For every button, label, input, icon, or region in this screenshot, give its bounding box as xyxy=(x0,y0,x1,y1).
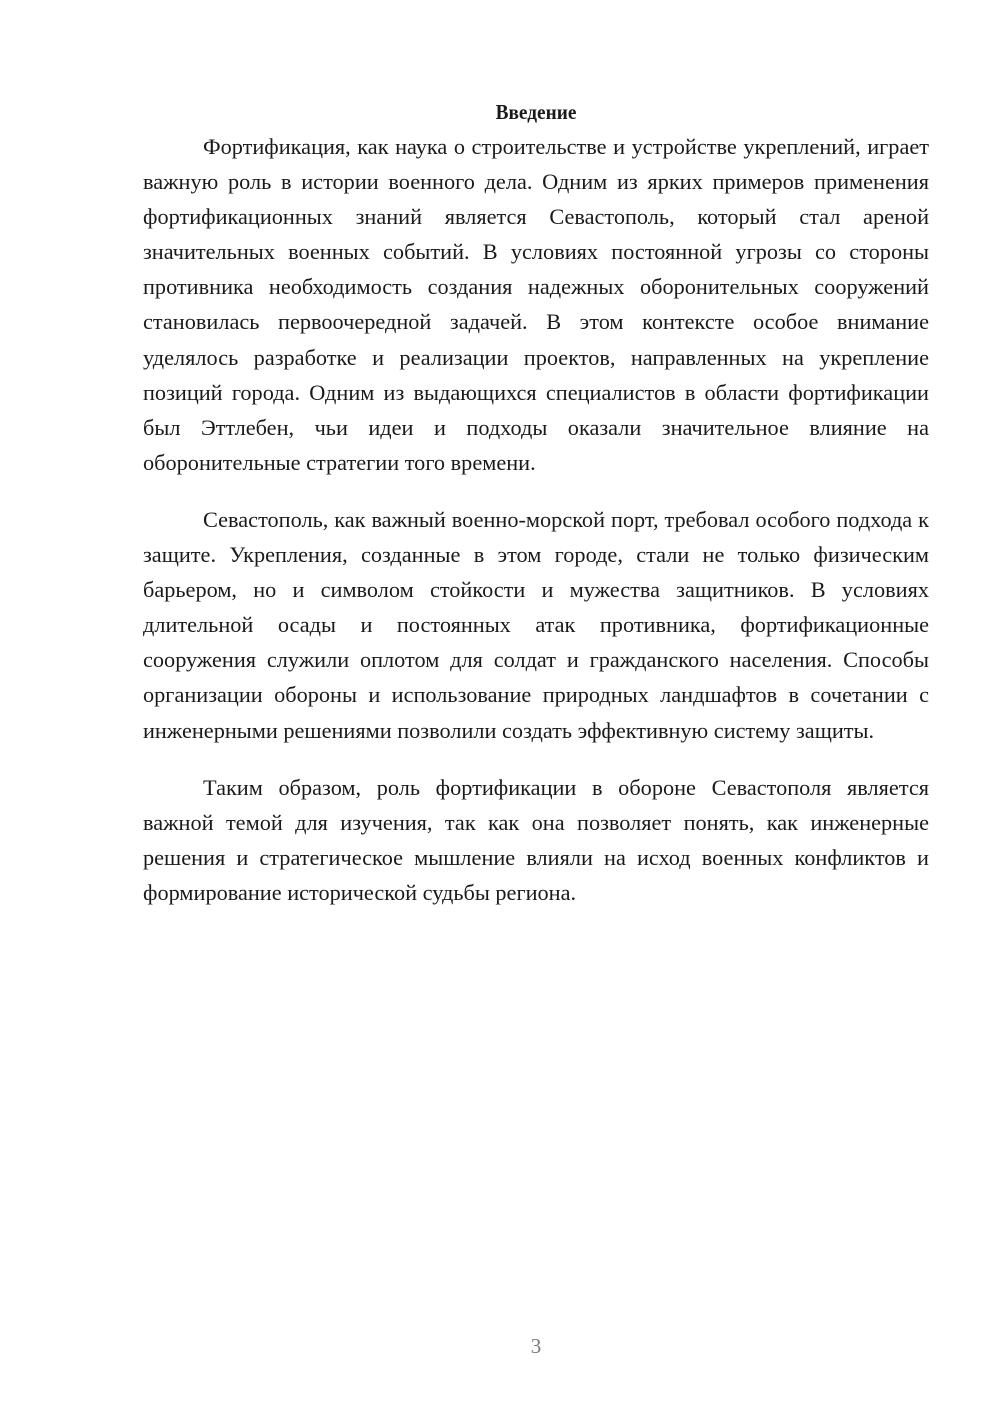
page-number: 3 xyxy=(530,1334,542,1358)
paragraph-1: Фортификация, как наука о строительстве и устройстве укреплений, играет важную роль в истории военного дела. Одним из ярких примеров применения фортификационных знаний является Севастополь, который стал ареной значительных военных событий. В условиях постоянной угрозы со стороны противника необходимость создания надежных оборонительных сооружений становилась первоочередной задачей. В этом контексте особое внимание уделялось разработке и реализации проектов, направленных на укрепление позиций города. Одним из выдающихся специалистов в области фортификации был Эттлебен, чьи идеи и подходы оказали значительное влияние на оборонительные стратегии того времени. xyxy=(143,134,929,475)
paragraph-2: Севастополь, как важный военно-морской порт, требовал особого подхода к защите. Укрепления, созданные в этом городе, стали не только физическим барьером, но и символом стойкости и мужества защитников. В условиях длительной осады и постоянных атак противника, фортификационные сооружения служили оплотом для солдат и гражданского населения. Способы организации обороны и использование природных ландшафтов в сочетании с инженерными решениями позволили создать эффективную систему защиты. xyxy=(143,506,929,743)
page-content xyxy=(143,95,929,910)
section-heading: Введение xyxy=(495,100,577,124)
paragraph-3: Таким образом, роль фортификации в обороне Севастополя является важной темой для изучения, так как она позволяет понять, как инженерные решения и стратегическое мышление влияли на исход военных конфликтов и формирование исторической судьбы региона. xyxy=(143,774,929,905)
